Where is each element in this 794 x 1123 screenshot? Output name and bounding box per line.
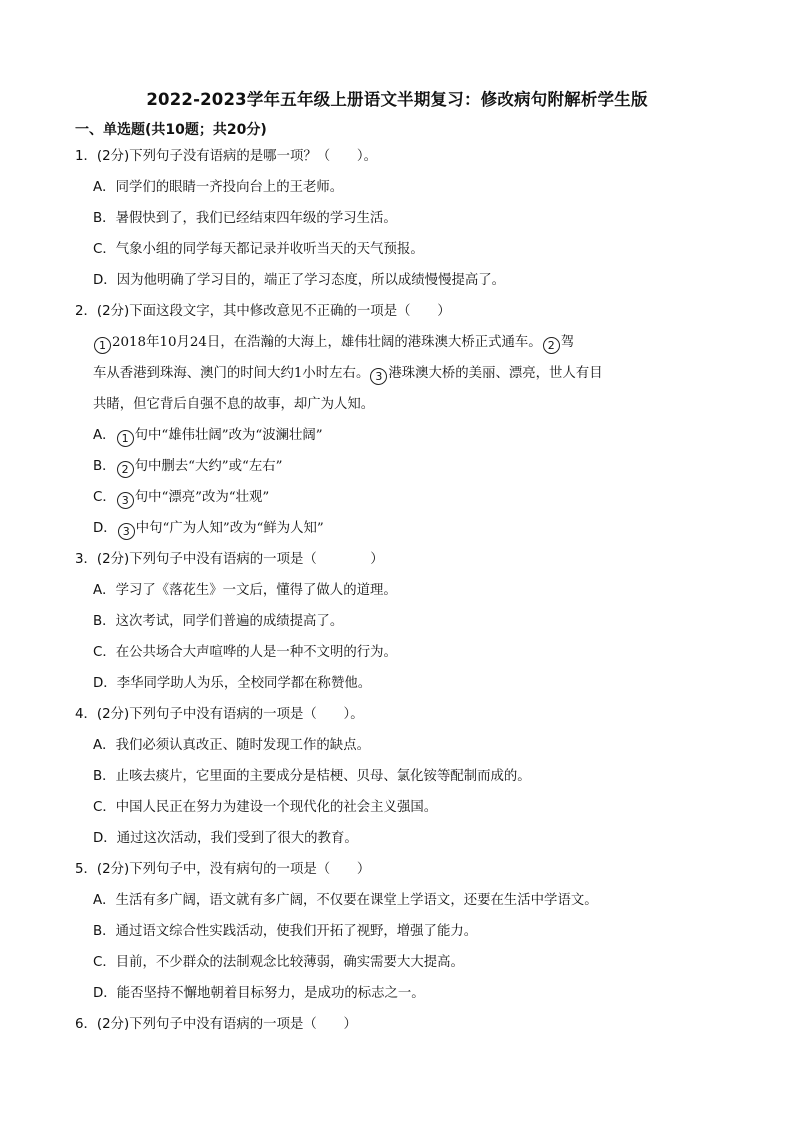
option-2a: [75, 420, 715, 451]
question-score: (2分): [96, 304, 130, 319]
question-number: 5．: [75, 862, 97, 877]
option-key: A．: [93, 738, 116, 753]
option-2b: [75, 451, 715, 482]
option-text: 我们必须认真改正、随时发现工作的缺点。: [115, 738, 370, 753]
option-4c: [75, 792, 715, 823]
document-title: 2022-2023学年五年级上册语文半期复习：修改病句附解析学生版: [146, 90, 648, 109]
option-text: 中国人民正在努力为建设一个现代化的社会主义强国。: [115, 800, 438, 815]
section-heading: 一、单选题(共10题；共20分): [75, 122, 267, 138]
option-text: 生活有多广阔，语文就有多广阔，不仅要在课堂上学语文，还要在生活中学语文。: [115, 893, 598, 908]
option-1c: [75, 234, 715, 265]
passage-text: 驾: [560, 335, 575, 350]
option-key: A．: [93, 583, 116, 598]
option-key: B．: [93, 459, 116, 474]
question-2-stem: [75, 296, 715, 327]
option-text: 这次考试，同学们普遍的成绩提高了。: [115, 614, 344, 629]
passage-text: 2018年10月24日，在浩瀚的大海上，雄伟壮阔的港珠澳大桥正式通车。: [112, 335, 542, 350]
circled-number: 2: [117, 461, 134, 478]
option-text: 同学们的眼睛一齐投向台上的王老师。: [115, 180, 344, 195]
option-key: D．: [93, 676, 117, 691]
question-score: (2分): [96, 707, 130, 722]
option-4a: [75, 730, 715, 761]
option-key: C．: [93, 645, 116, 660]
passage-line-1: [75, 327, 715, 358]
question-number: 2．: [75, 304, 97, 319]
option-3b: [75, 606, 715, 637]
option-text: 通过语文综合性实践活动，使我们开拓了视野，增强了能力。: [115, 924, 478, 939]
option-5d: [75, 978, 715, 1009]
option-text: 能否坚持不懈地朝着目标努力，是成功的标志之一。: [116, 986, 425, 1001]
question-3-stem: [75, 544, 715, 575]
option-text: 通过这次活动，我们受到了很大的教育。: [116, 831, 358, 846]
option-key: B．: [93, 769, 116, 784]
option-key: D．: [93, 986, 117, 1001]
option-key: C．: [93, 955, 116, 970]
option-text: 在公共场合大声喧哗的人是一种不文明的行为。: [115, 645, 397, 660]
option-2d: [75, 513, 715, 544]
option-text: 气象小组的同学每天都记录并收听当天的天气预报。: [115, 242, 424, 257]
option-5a: [75, 885, 715, 916]
option-3d: [75, 668, 715, 699]
circled-number: 3: [370, 368, 387, 385]
option-text: 句中删去“大约”或“左右”: [134, 459, 283, 474]
option-key: D．: [93, 273, 117, 288]
option-text: 止咳去痰片，它里面的主要成分是桔梗、贝母、氯化铵等配制而成的。: [115, 769, 531, 784]
option-2c: [75, 482, 715, 513]
question-number: 6．: [75, 1017, 97, 1032]
question-text: 下列句子没有语病的是哪一项？（ ）。: [129, 149, 378, 164]
circled-number: 1: [94, 337, 111, 354]
question-6-stem: [75, 1009, 715, 1040]
question-4-stem: [75, 699, 715, 730]
option-text: 中句“广为人知”改为“鲜为人知”: [135, 521, 324, 536]
question-5-stem: [75, 854, 715, 885]
question-number: 4．: [75, 707, 97, 722]
option-3c: [75, 637, 715, 668]
option-key: C．: [93, 242, 116, 257]
question-list: [75, 141, 715, 1040]
option-5b: [75, 916, 715, 947]
passage-line-2: [75, 358, 715, 389]
option-4b: [75, 761, 715, 792]
option-text: 暑假快到了，我们已经结束四年级的学习生活。: [115, 211, 397, 226]
option-key: B．: [93, 924, 116, 939]
question-number: 1．: [75, 149, 97, 164]
option-1d: [75, 265, 715, 296]
question-number: 3．: [75, 552, 97, 567]
question-text: 下面这段文字，其中修改意见不正确的一项是（ ）: [129, 304, 451, 319]
circled-number: 3: [118, 523, 135, 540]
option-text: 句中“漂亮”改为“壮观”: [134, 490, 270, 505]
question-score: (2分): [96, 862, 130, 877]
circled-number: 3: [117, 492, 134, 509]
option-key: C．: [93, 490, 116, 505]
circled-number: 1: [117, 430, 134, 447]
option-key: B．: [93, 211, 116, 226]
option-key: D．: [93, 831, 117, 846]
question-text: 下列句子中没有语病的一项是（ ）: [129, 552, 384, 567]
circled-number: 2: [543, 337, 560, 354]
option-text: 目前，不少群众的法制观念比较薄弱，确实需要大大提高。: [115, 955, 464, 970]
option-text: 因为他明确了学习目的，端正了学习态度，所以成绩慢慢提高了。: [116, 273, 506, 288]
option-1a: [75, 172, 715, 203]
option-key: A．: [93, 428, 116, 443]
option-text: 句中“雄伟壮阔”改为“波澜壮阔”: [134, 428, 323, 443]
question-score: (2分): [96, 552, 130, 567]
passage-line-3: [75, 389, 715, 420]
option-key: A．: [93, 893, 116, 908]
option-key: A．: [93, 180, 116, 195]
passage-text: 车从香港到珠海、澳门的时间大约1小时左右。: [93, 366, 370, 381]
passage-text: 港珠澳大桥的美丽、漂亮，世人有目: [388, 366, 603, 381]
option-key: B．: [93, 614, 116, 629]
question-text: 下列句子中没有语病的一项是（ ）: [129, 1017, 357, 1032]
question-score: (2分): [96, 1017, 130, 1032]
option-key: C．: [93, 800, 116, 815]
question-1-stem: [75, 141, 715, 172]
passage-text: 共睹，但它背后自强不息的故事，却广为人知。: [93, 397, 375, 412]
option-key: D．: [93, 521, 117, 536]
option-3a: [75, 575, 715, 606]
question-text: 下列句子中没有语病的一项是（ ）。: [129, 707, 364, 722]
option-5c: [75, 947, 715, 978]
option-text: 李华同学助人为乐，全校同学都在称赞他。: [116, 676, 372, 691]
question-text: 下列句子中，没有病句的一项是（ ）: [129, 862, 371, 877]
option-text: 学习了《落花生》一文后，懂得了做人的道理。: [115, 583, 397, 598]
option-1b: [75, 203, 715, 234]
option-4d: [75, 823, 715, 854]
question-score: (2分): [96, 149, 130, 164]
